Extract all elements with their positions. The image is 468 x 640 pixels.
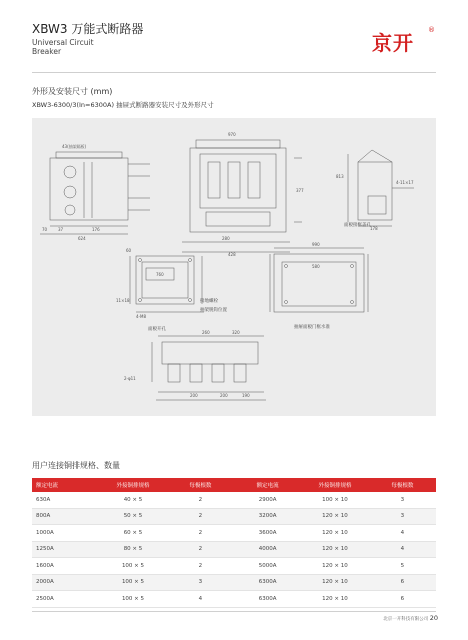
table-cell: 630A [32, 492, 99, 508]
table-cell: 2 [167, 508, 234, 525]
caption-panel-cut: 面板开孔 [148, 327, 166, 332]
caption-trip: 抽架脱钩位置 [200, 308, 227, 313]
table-cell: 2500A [32, 591, 99, 608]
table-cell: 100 × 5 [99, 558, 166, 575]
technical-drawing-panel [32, 118, 436, 416]
table-cell: 6 [369, 591, 436, 608]
table-cell: 100 × 5 [99, 574, 166, 591]
table-cell: 120 × 10 [301, 508, 368, 525]
table-row [32, 508, 436, 525]
page-title: XBW3 万能式断路器 [32, 22, 144, 36]
column-header: 外接铜排规格 [99, 478, 166, 492]
table-row [32, 558, 436, 575]
dim-label: 43(抽架隔板) [62, 144, 87, 149]
front-view-body [190, 148, 286, 232]
table-cell: 1000A [32, 525, 99, 542]
dim-label: 990 [312, 242, 320, 247]
table-cell: 60 × 5 [99, 525, 166, 542]
side-view-body [50, 158, 128, 220]
table-cell: 3200A [234, 508, 301, 525]
dim-label: 320 [232, 330, 240, 335]
table-cell: 3 [369, 508, 436, 525]
profile-view-body [358, 162, 392, 220]
table-cell: 2 [167, 525, 234, 542]
table-row [32, 574, 436, 591]
column-header: 额定电流 [32, 478, 99, 492]
dim-label: 178 [370, 226, 378, 231]
table-cell: 120 × 10 [301, 574, 368, 591]
table-cell: 800A [32, 508, 99, 525]
table-cell: 6300A [234, 591, 301, 608]
table-header-row [32, 478, 436, 492]
dim-label: 200 [190, 393, 198, 398]
table-cell: 5000A [234, 558, 301, 575]
table-cell: 4000A [234, 541, 301, 558]
table-cell: 6 [369, 574, 436, 591]
table-cell: 100 × 10 [301, 492, 368, 508]
dim-label: 70 [42, 227, 48, 232]
dim-label: 200 [220, 393, 228, 398]
column-header: 外接铜排规格 [301, 478, 368, 492]
dim-label: 813 [336, 174, 344, 179]
table-cell: 50 × 5 [99, 508, 166, 525]
dim-label: 428 [228, 252, 236, 257]
dim-label: 4-M8 [136, 314, 146, 319]
dim-label: 260 [202, 330, 210, 335]
subtitle-line2: Breaker [32, 47, 62, 56]
busbar-view-body [162, 342, 258, 364]
header-divider [32, 72, 436, 73]
dim-label: 11×18 [116, 298, 130, 303]
dim-label: 760 [156, 272, 164, 277]
caption-door-panel: 面板接框盖孔 [344, 223, 371, 228]
column-header: 额定电流 [234, 478, 301, 492]
subtitle-line1: Universal Circuit [32, 38, 94, 47]
caption-door-frame: 抽屉面板门框水准 [294, 325, 330, 330]
table-cell: 3 [369, 492, 436, 508]
side-view-terminal-1 [64, 166, 76, 178]
footer [383, 614, 438, 622]
table-cell: 2900A [234, 492, 301, 508]
column-header: 每极根数 [167, 478, 234, 492]
page-number: 20 [429, 614, 438, 622]
table-cell: 2 [167, 558, 234, 575]
footer-divider [32, 611, 436, 612]
table-row [32, 525, 436, 542]
table-row [32, 591, 436, 608]
table-cell: 120 × 10 [301, 541, 368, 558]
table-cell: 4 [369, 541, 436, 558]
table-cell: 1600A [32, 558, 99, 575]
dim-label: 377 [296, 188, 304, 193]
busbar-spec-table [32, 478, 436, 608]
table-cell: 6300A [234, 574, 301, 591]
table-row [32, 492, 436, 508]
dim-label: 4-11×17 [396, 180, 414, 185]
dim-label: 970 [228, 132, 236, 137]
table-cell: 120 × 10 [301, 558, 368, 575]
dim-label: 580 [312, 264, 320, 269]
table-cell: 2 [167, 492, 234, 508]
technical-drawing [32, 118, 436, 416]
caption-ground: 接地螺栓 [200, 299, 218, 304]
dim-label: 190 [242, 393, 250, 398]
table-cell: 5 [369, 558, 436, 575]
dim-label: 624 [78, 236, 86, 241]
header [32, 22, 143, 56]
table-cell: 4 [369, 525, 436, 542]
dim-label: 37 [58, 227, 64, 232]
table-cell: 2000A [32, 574, 99, 591]
table-cell: 2 [167, 541, 234, 558]
dim-label: 280 [222, 236, 230, 241]
column-header: 每极根数 [369, 478, 436, 492]
table-cell: 100 × 5 [99, 591, 166, 608]
dim-label: 176 [92, 227, 100, 232]
brand-logo: 京开 [372, 31, 414, 55]
side-view-terminal-3 [65, 205, 75, 215]
table-cell: 1250A [32, 541, 99, 558]
dim-label: 60 [126, 248, 132, 253]
section-heading-dimensions: 外形及安装尺寸 (mm) [32, 87, 113, 96]
table-cell: 120 × 10 [301, 591, 368, 608]
section-subheading: XBW3-6300/3(In=6300A) 抽屉式断路器安装尺寸及外形尺寸 [32, 101, 214, 109]
table-cell: 3 [167, 574, 234, 591]
table-cell: 40 × 5 [99, 492, 166, 508]
side-view-top [56, 152, 122, 158]
table-cell: 4 [167, 591, 234, 608]
table-cell: 3600A [234, 525, 301, 542]
door-frame-outline [274, 254, 364, 312]
table-cell: 120 × 10 [301, 525, 368, 542]
registered-mark: ® [428, 26, 435, 34]
table-cell: 80 × 5 [99, 541, 166, 558]
side-view-terminal-2 [64, 186, 76, 198]
table-row [32, 541, 436, 558]
dim-label: 2-φ11 [124, 376, 136, 381]
section-heading-busbar: 用户连接铜排规格、数量 [32, 461, 120, 470]
footer-company: 北京一开科技有限公司 [383, 617, 429, 622]
